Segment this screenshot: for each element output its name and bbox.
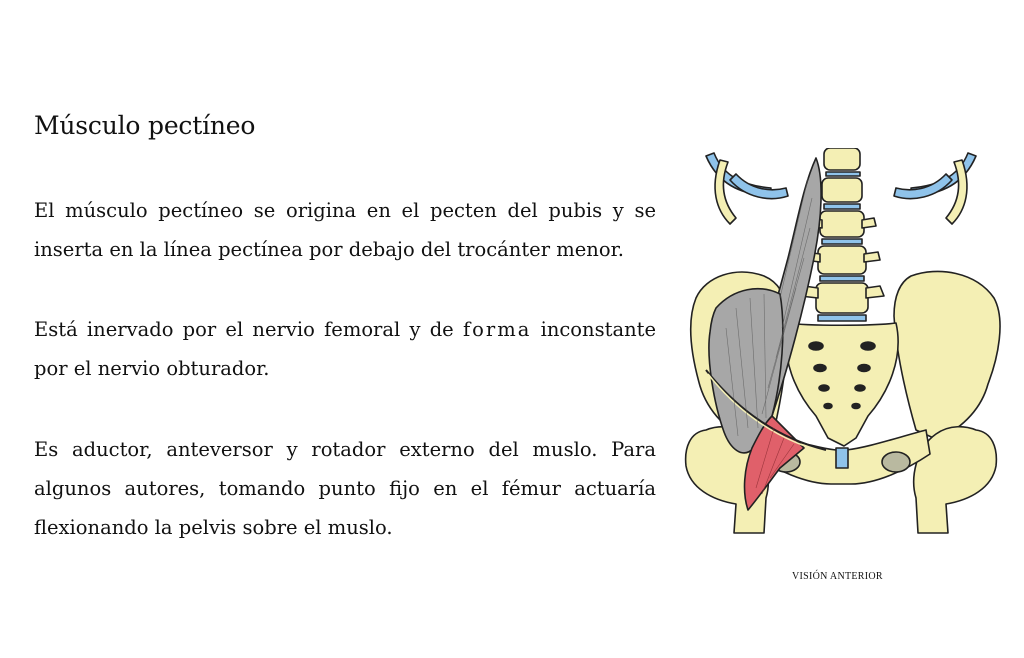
right-obturator-foramen	[882, 452, 910, 472]
right-rib	[946, 160, 967, 224]
innervation-text-end: inconstante por el nervio obturador.	[34, 318, 656, 380]
right-ilium	[894, 271, 1000, 440]
pelvis-anatomy-illustration	[676, 148, 1006, 538]
left-rib	[715, 160, 736, 224]
origin-paragraph: El músculo pectíneo se origina en el pecten del pubis y se inserta en la línea pectínea por debajo del trocánter menor.	[34, 199, 656, 261]
innervation-paragraph	[34, 310, 656, 388]
innervation-text-spaced: forma	[462, 318, 532, 341]
innervation-text-start: Está inervado por el nervio femoral y de	[34, 318, 463, 341]
sacrum	[786, 323, 898, 446]
figure-caption: VISIÓN ANTERIOR	[792, 571, 883, 582]
pubic-symphysis	[836, 448, 848, 468]
page-title: Músculo pectíneo	[34, 111, 256, 140]
function-paragraph: Es aductor, anteversor y rotador externo del muslo. Para algunos autores, tomando punto fijo en el fémur actuaría flexionando la pelvis sobre el muslo.	[34, 438, 656, 539]
